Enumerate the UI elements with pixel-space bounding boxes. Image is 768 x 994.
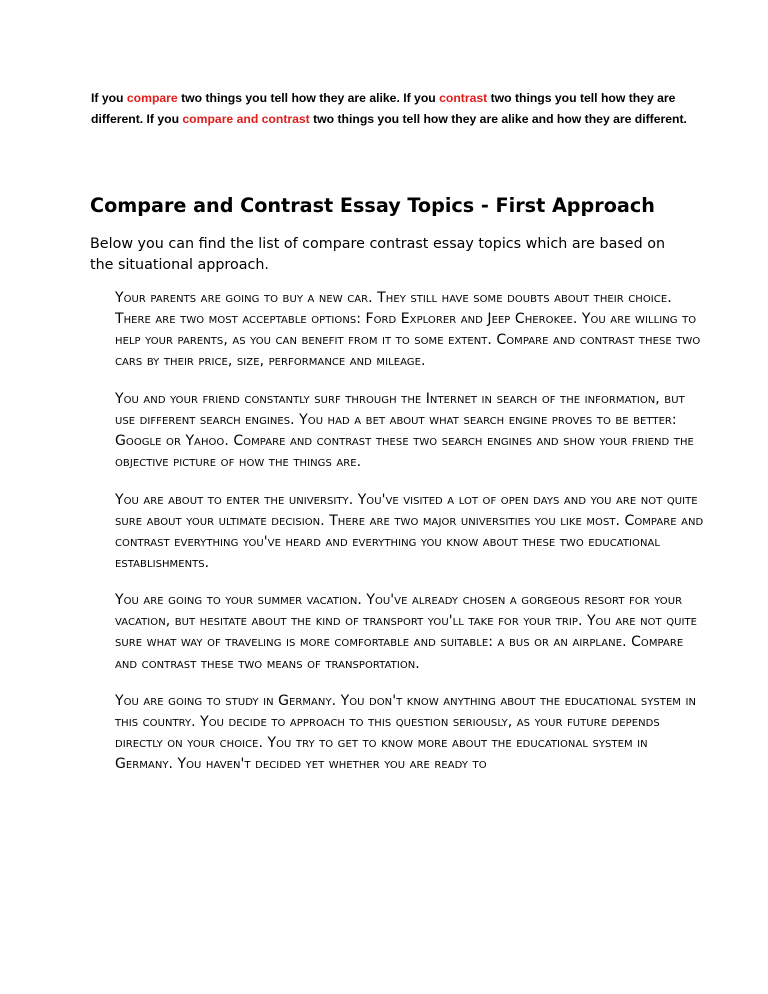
intro-paragraph <box>91 88 691 130</box>
intro-text-4: two things you tell how they are alike and how they are different. <box>309 112 687 126</box>
topic-item-university: You are about to enter the university. You've visited a lot of open days and you are not quite sure about your ultimate decision. There are two major universities you like most. Compare and contrast everything you've heard and everything you know about these two educational establishments. <box>115 491 704 571</box>
topic-item-germany: You are going to study in Germany. You don't know anything about the educational system in this country. You decide to approach to this question seriously, as your future depends directly on your choice. You try to get to know more about the educational system in Germany. You haven't decided yet whether you are ready to <box>115 693 697 773</box>
highlight-contrast: contrast <box>439 91 488 105</box>
lead-paragraph: Below you can find the list of compare contrast essay topics which are based on the situational approach. <box>90 236 666 273</box>
topic-item-search-engines: You and your friend constantly surf through the Internet in search of the information, but use different search engines. You had a bet about what search engine proves to be better: Google or Yahoo. Compare and contrast these two search engines and show your friend the objective picture of how the things are. <box>115 390 694 471</box>
section-heading: Compare and Contrast Essay Topics - First Approach <box>90 194 655 217</box>
intro-text-2: two things you tell how they are alike. If you <box>177 91 440 105</box>
topic-item-vacation: You are going to your summer vacation. You've already chosen a gorgeous resort for your vacation, but hesitate about the kind of transport you'll take for your trip. You are not quite sure what way of traveling is more comfortable and suitable: a bus or an airplane. Compare and contrast these two means of transportation. <box>115 592 698 672</box>
intro-text-3: two things you tell how they are different. If you <box>91 91 676 126</box>
intro-text-1: If you <box>91 91 127 105</box>
topic-list <box>115 288 705 792</box>
highlight-compare-and-contrast: compare and contrast <box>182 112 310 126</box>
highlight-compare: compare <box>126 91 178 105</box>
topic-item-car: Your parents are going to buy a new car. They still have some doubts about their choice. There are two most acceptable options: Ford Explorer and Jeep Cherokee. You are willing to help your parents, as you can benefit from it to some extent. Compare and contrast these two cars by their price, size, performance and mileage. <box>115 290 701 370</box>
